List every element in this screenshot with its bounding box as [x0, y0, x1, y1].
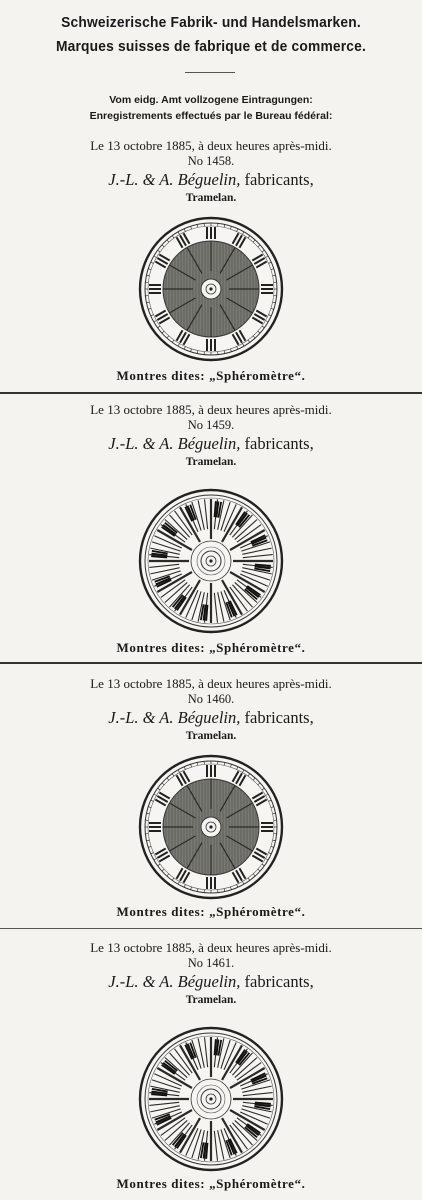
entry-number: No 1459.	[187, 418, 235, 432]
entry-separator	[0, 928, 422, 929]
entry-separator	[0, 392, 422, 394]
entry-place: Tramelan.	[185, 456, 237, 468]
registrant-role: fabricants,	[240, 972, 314, 991]
entry-date: Le 13 octobre 1885, à deux heures après-midi.	[90, 676, 332, 691]
registration-entry	[0, 668, 422, 928]
title-divider	[185, 72, 235, 73]
entry-registrant	[0, 972, 422, 992]
registrant-role: fabricants,	[240, 434, 314, 453]
entry-caption: Montres dites: „Sphéromètre“.	[116, 640, 306, 655]
entry-number: No 1461.	[187, 956, 235, 970]
entry-registrant	[0, 708, 422, 728]
entry-registrant	[0, 170, 422, 190]
entry-place: Tramelan.	[185, 994, 237, 1006]
registration-entry	[0, 134, 422, 392]
title-german: Schweizerische Fabrik- und Handelsmarken.	[61, 14, 361, 31]
entry-registrant	[0, 434, 422, 454]
registrant-name: J.-L. & A. Béguelin,	[108, 972, 241, 991]
subtitle-french: Enregistrements effectués par le Bureau fédéral:	[89, 110, 333, 122]
entry-caption: Montres dites: „Sphéromètre“.	[116, 1176, 306, 1191]
entry-date: Le 13 octobre 1885, à deux heures après-midi.	[90, 138, 332, 153]
registrant-role: fabricants,	[240, 708, 314, 727]
registrant-role: fabricants,	[240, 170, 314, 189]
registrant-name: J.-L. & A. Béguelin,	[108, 708, 241, 727]
entry-date: Le 13 octobre 1885, à deux heures après-midi.	[90, 402, 332, 417]
watch-dial-icon	[138, 754, 284, 900]
watch-dial-icon	[138, 1026, 284, 1172]
registrant-name: J.-L. & A. Béguelin,	[108, 434, 241, 453]
registrant-name: J.-L. & A. Béguelin,	[108, 170, 241, 189]
watch-dial-icon	[138, 488, 284, 634]
entry-place: Tramelan.	[185, 192, 237, 204]
page-header	[0, 0, 422, 130]
entry-place: Tramelan.	[185, 730, 237, 742]
entry-number: No 1458.	[187, 154, 235, 168]
title-french: Marques suisses de fabrique et de commerce.	[55, 38, 367, 55]
entry-caption: Montres dites: „Sphéromètre“.	[116, 904, 306, 919]
entry-date: Le 13 octobre 1885, à deux heures après-midi.	[90, 940, 332, 955]
subtitle-german: Vom eidg. Amt vollzogene Eintragungen:	[109, 94, 313, 106]
registration-entry	[0, 398, 422, 660]
entry-caption: Montres dites: „Sphéromètre“.	[116, 368, 306, 383]
registration-entry	[0, 934, 422, 1200]
entry-number: No 1460.	[187, 692, 235, 706]
watch-dial-icon	[138, 216, 284, 362]
entry-separator	[0, 662, 422, 664]
